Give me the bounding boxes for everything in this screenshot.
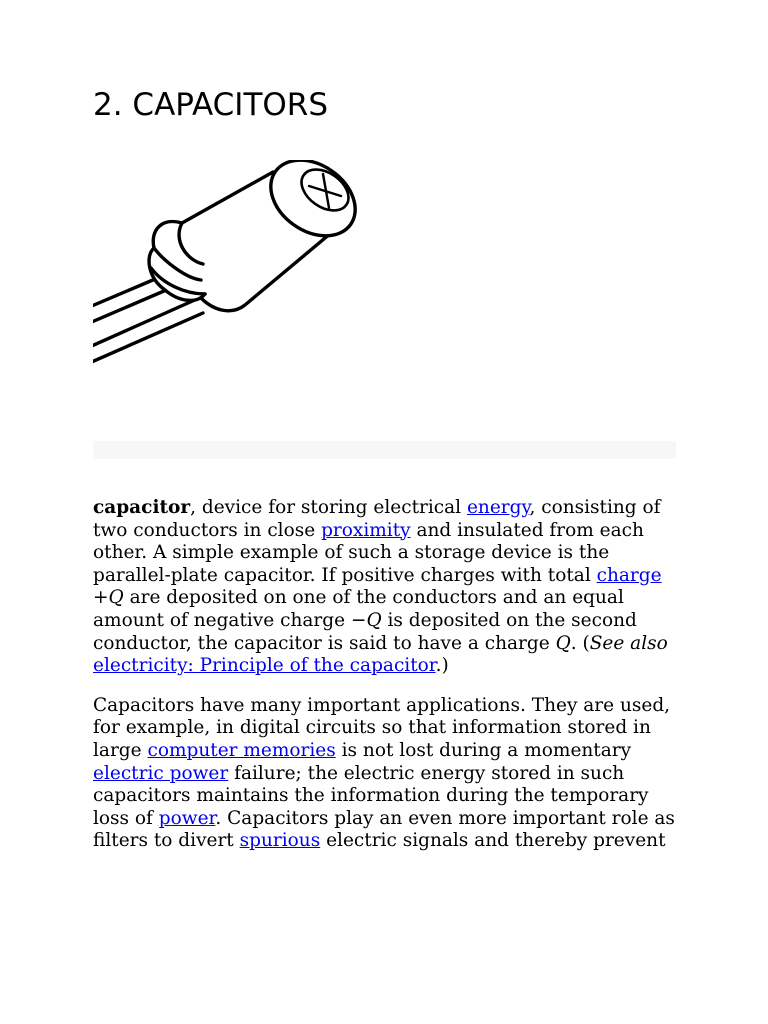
capacitor-drawing-icon (93, 160, 393, 375)
paragraph-definition: capacitor, device for storing electrical energy, consisting of two conductors in close proximity and insulated from each other. A simple example of such a storage device is the parallel-plate capacitor. If positive charges with total charge +Q are deposited on one of the conductors and an equal amount of negative charge −Q is deposited on the second conductor, the capacitor is said to have a charge Q. (See also electricity: Principle of the capacitor.) (93, 497, 668, 677)
link-energy[interactable]: energy (466, 497, 530, 518)
capacitor-illustration (93, 160, 393, 375)
link-spurious[interactable]: spurious (239, 830, 321, 852)
link-electric-power[interactable]: electric power (93, 762, 229, 784)
article-body (93, 497, 683, 870)
link-charge[interactable]: charge (596, 564, 662, 586)
symbol-q: Q (108, 587, 124, 609)
link-power[interactable]: power (158, 807, 216, 829)
symbol-q: Q (555, 632, 571, 654)
paragraph-applications: Capacitors have many important applications. They are used, for example, in digital circuits so that information stored in large computer memories is not lost during a momentary electric power failure; the electric energy stored in such capacitors maintains the information during the temporary loss of power. Capacitors play an even more important role as filters to divert spurious electric signals and thereby prevent (93, 694, 675, 852)
image-caption-bar (93, 441, 676, 459)
term-capacitor: capacitor (93, 497, 191, 518)
minus-sign: − (350, 609, 367, 631)
see-also-label: See also (589, 632, 668, 654)
link-computer-memories[interactable]: computer memories (147, 739, 336, 761)
link-electricity-principle[interactable]: electricity: Principle of the capacitor (93, 655, 436, 677)
symbol-q: Q (366, 609, 382, 631)
link-proximity[interactable]: proximity (321, 519, 411, 541)
page-title: 2. CAPACITORS (93, 87, 328, 123)
